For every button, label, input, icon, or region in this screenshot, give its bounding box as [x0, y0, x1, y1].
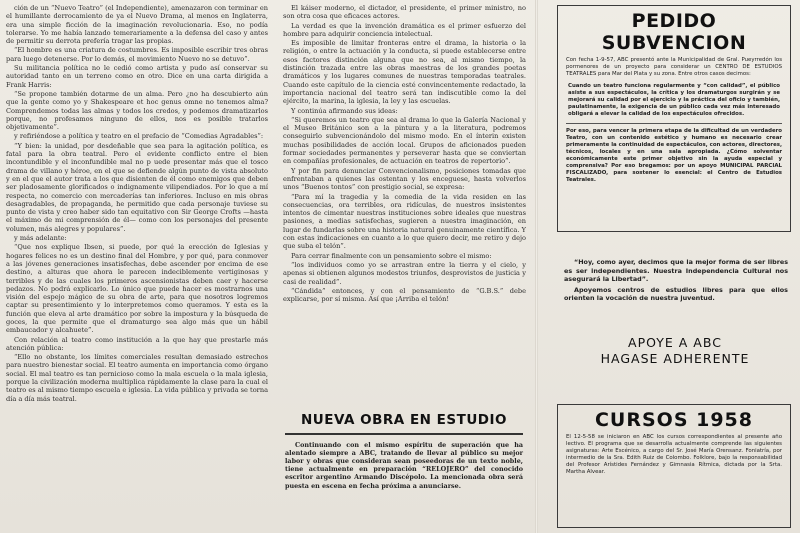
title-rule — [285, 433, 523, 435]
adherente-line: HAGASE ADHERENTE — [600, 351, 750, 366]
middle-paragraph: Y continúa afirmando sus ideas: — [291, 106, 398, 115]
left-column — [6, 4, 268, 529]
cursos-box — [557, 404, 791, 528]
left-paragraph: Su militancia política no le cedió como artista y pudo así conservar su autoridad tanto en un terreno como en otro. Dice en una carta dirigida a Frank Harris: — [6, 64, 268, 89]
pedido-quote: Cuando un teatro funciona regularmente y “con calidad”, el público asiste a sus espectáculos, la crítica y los dramaturgos surgirán y se mejorará su calidad por el ejercicio y la práctica del oficio y también, paulatinamente, la exigencia de un público cada vez más interesado obligará a elevar la calidad de los espectáculos ofrecidos. — [568, 83, 780, 117]
left-paragraph: “Y bien: la unidad, por desdeñable que sea para la agitación política, es fatal para la obra teatral. Pero el evidente conflicto entre el bien incontundible y el inconfundible mal no p uede presentar más que el tosco drama de villano y héroe, en el que se defiende algún punto de vista absoluto y en el que el autor trata a los que disienten de él como enemigos que deben ser pladosamente glorificados o indignamente vilipendiados. Por lo que a mí respecta, no comercio con mercaderías tan inferiores. Incluso en mis obras desagradables, de propaganda, he permitido que cada personaje tuviese su punto de vista y creo haber sido tan equitativo con Sir George Crofts —hasta el máximo de mi comprensión de él— como con los personajes del presente volumen, más alegres y populares”. — [6, 141, 268, 233]
left-paragraph: “Que nos explique Ibsen, si puede, por qué la erección de Iglesias y hogares felices no es un destino final del Hombre, y por qué, para conmover a las jóvenes generaciones insatisfechas, debe ascender por encima de ese destino, a alturas que ahora le parecen indeciblemente vertiginosas y terribles y de las cuales los primeros ascensionistas deben caer y hacerse pedazos. No podrá explicarlo. Lo único que puede hacer es mostrarnos una visión del espejo mágico de su obra de arte, para que nosotros logremos captar su presentimiento y lo interpretemos como queramos. Y esta es la función que eleva al arte dramático por sobre la impostura y la búsqueda de goces, la que permite que el dramaturgo sea algo más que un hábil embaucador y alcahuete”. — [6, 243, 268, 335]
independencia-quote: “Hoy, como ayer, decimos que la mejor forma de ser libres es ser independientes. Nuestra Independencia Cultural nos asegurará la Libertad”. — [564, 258, 788, 284]
middle-paragraph: “Para mí la tragedia y la comedia de la vida residen en las consecuencias, ora terribles, ora ridículas, de nuestros insistentes intentos de cimentar nuestras instituciones sobre ideales que nuestras pasiones, a medias satisfechas, sugieren a nuestra imaginación, en lugar de fundarlas sobre una historia natural genuinamente científica. Y con estas indicaciones en cuanto a lo que quiero decir, me retiro y dejo que suba el telón”. — [283, 192, 526, 251]
middle-paragraph: “Cándida” entonces, y con el pensamiento de “G.B.S.” debe explicarse, por sí misma. Así que ¡Arriba el telón! — [283, 286, 526, 304]
pedido-subvencion-box — [557, 5, 791, 232]
nueva-obra-body: Continuando con el mismo espíritu de superación que ha alentado siempre a ABC, tratando de llevar al público su mejor labor y obras que consideran sean poseedoras de un texto noble, tiene actualmente en preparación “RELOJERO” del conocido escritor argentino Armando Discépolo. La mencionada obra será puesta en escena en fecha próxima a anunciarse. — [285, 440, 523, 490]
pedido-final: Por eso, para vencer la primera etapa de la dificultad de un verdadero Teatro, con un contenido estético y humano es necesario crear primeramente la continuidad de espectáculos, con actores, directores, técnicos, locales y en una sala apropiada. ¿Cómo solventar económicamente este primer objetivo sin la ayuda especial y comprensiva? Por eso bregamos: por un apoyo MUNICIPAL PARCIAL FISCALIZADO, para sostener lo esencial: el Centro de Estudios Teatrales. — [566, 128, 782, 183]
pedido-divider — [566, 123, 782, 124]
cursos-text: El 12-5-58 se iniciaron en ABC los cursos correspondientes al presente año lectivo. El programa que se desarrolla actualmente comprende las siguientes asignaturas: Arte Escénico, a cargo del Sr. José María Orensanz. Foniatría, por intermedio de la Sra. Edith Ruiz de Colombo. Folklore, bajo la responsabilidad del Profesor Arístides Fernández y Gimnasia Rítmica, dictada por la Srta. Martha Alvear. — [566, 434, 782, 475]
left-paragraph: y más adelante: — [14, 234, 67, 243]
left-paragraph: “Se propone también dotarme de un alma. Pero ¿no ha descubierto aún que la gente como yo y Shakespeare et hoc genus omne no tenemos alma? Comprendemos todas las almas y todos los credos, y podemos dramatizarlos porque, no profesamos ninguno de ellos, nos es posible tratarlos objetivamente”. — [6, 89, 268, 132]
middle-paragraph: La verdad es que la invención dramática es el primer esfuerzo del hombre para adquirir conciencia intelectual. — [283, 21, 526, 38]
apoye-banner — [560, 335, 790, 367]
left-paragraph: Con relación al teatro como institución a la que hay que prestarle más atención pública: — [6, 335, 268, 352]
nueva-obra-title: NUEVA OBRA EN ESTUDIO — [300, 412, 507, 428]
middle-paragraph: Y por fin para denunciar Convencionalismo, posiciones tomadas que enfrentaban a quienes las ostentan y los enceguese, hasta volverlos unos “Buenos tontos” con prestigio social, se expresa: — [283, 166, 526, 192]
middle-paragraph: “Si queremos un teatro que sea al drama lo que la Galería Nacional y el Museo Británico son a la pintura y a la literatura, podremos conseguirlo subvencionándolo del mismo modo. En el ínterin existen muchas posibilidades de acción local. Grupos de aficionados pueden formar sociedades permanentes y perseverar hasta que se conviertan en compañías profesionales, de actuación en teatros de repertorio”. — [283, 115, 526, 166]
cursos-title: CURSOS 1958 — [594, 409, 754, 431]
independencia-appeal: Apoyemos centros de estudios libres para que ellos orienten la vocación de nuestra juventud. — [564, 285, 788, 303]
page-fold — [535, 0, 538, 533]
middle-column — [283, 4, 526, 399]
left-paragraph: y refiriéndose a política y teatro en el prefacio de “Comedias Agradables”: — [14, 132, 264, 141]
independencia-note — [564, 258, 788, 305]
nueva-obra-section — [285, 412, 523, 530]
left-paragraph: “El hombre es una criatura de costumbres. Es imposible escribir tres obras para luego detenerse. Por lo demás, el movimiento Nuevo no se detuvo”. — [6, 46, 268, 63]
pedido-lead: Con fecha 1-9-57, ABC presentó ante la Municipalidad de Gral. Pueyrredón los pormenores de un proyecto para considerar un CENTRO DE ESTUDIOS TEATRALES para Mar del Plata y su zona. Entre otros casos decimos: — [566, 57, 782, 77]
pedido-title: PEDIDO SUBVENCION — [601, 10, 747, 54]
middle-paragraph: El káiser moderno, el dictador, el presidente, el primer ministro, no son otra cosa que eficaces actores. — [283, 4, 526, 21]
apoye-line: APOYE A ABC — [628, 335, 722, 350]
middle-paragraph: Para cerrar finalmente con un pensamiento sobre el mismo: — [291, 251, 492, 260]
left-paragraph: ción de un “Nuevo Teatro” (el Independiente), amenazaron con terminar en el humillante derrocamiento de ya el Nuevo Drama, al menos en Inglaterra, era una simple ficción de la imaginación revolucionaria. Eso, no podía tolerarse. Yo me había lanzado temerariamente a la defensa del caso y antes de permitir su derrota prefería tragar las propias. — [6, 4, 268, 46]
middle-paragraph: Es imposible de limitar fronteras entre el drama, la historia o la religión, o entre la actuación y la conducta, si puede establecerse entre esos factores distinción alguna que no sea, al mismo tiempo, la distinción trazada entre las obras maestras de los grandes poetas dramáticos y los lugares comunes de nuestras temporadas teatrales. Cuando este capítulo de la ciencia esté convincentemente redactado, la importancia nacional del teatro será tan indiscutible como la del ejército, la marina, la iglesia, la ley y las escuelas. — [283, 39, 526, 106]
left-paragraph: “Ello no obstante, los límites comerciales resultan demasiado estrechos para nuestro bienestar social. El teatro aumenta en importancia como órgano social. El mal teatro es tan pernicioso como la mala escuela o la mala iglesia, porque la civilización moderna multiplica rápidamente la clase para la cual el teatro es al mismo tiempo escuela e iglesia. La vida pública y privada se torna día a día más teatral. — [6, 353, 268, 403]
middle-paragraph: “los individuos como yo se arrastran entre la tierra y el cielo, y apenas si obtienen algunos modestos triunfos, desprovistos de justicia y casi de realidad”. — [283, 260, 526, 286]
